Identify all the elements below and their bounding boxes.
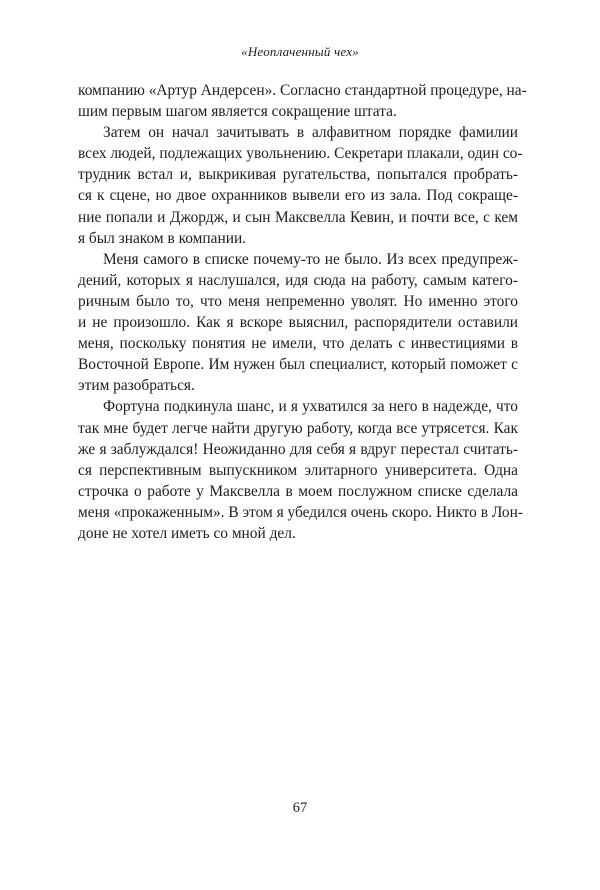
text-line: так мне будет легче найти другую работу, когда все утрясется. Как: [78, 419, 518, 437]
text-line: ричным было то, что меня непременно уволят. Но именно этого: [78, 292, 518, 310]
text-line: меня «прокаженным». В этом я убедился очень скоро. Никто в Лон-: [78, 503, 523, 521]
page-number: 67: [292, 800, 308, 816]
text-line: шим первым шагом является сокращение штата.: [78, 103, 397, 121]
text-line: ся перспективным выпускником элитарного университета. Одна: [78, 461, 518, 479]
text-line: дений, которых я наслушался, идя сюда на работу, самым катего-: [78, 271, 518, 289]
text-line: Восточной Европе. Им нужен был специалист, который поможет с: [78, 356, 518, 374]
text-line: меня, поскольку понятия не имели, что делать с инвестициями в: [78, 335, 518, 353]
text-line: я был знаком в компании.: [78, 229, 247, 247]
text-line: же я заблуждался! Неожиданно для себя я вдруг перестал считать-: [78, 440, 518, 458]
text-line: доне не хотел иметь со мной дел.: [78, 524, 296, 542]
text-line: трудник встал и, выкрикивая ругательства, попытался пробрать-: [78, 166, 518, 184]
text-line: всех людей, подлежащих увольнению. Секретари плакали, один со-: [78, 145, 523, 163]
text-line: компанию «Артур Андерсен». Согласно стандартной процедуре, на-: [78, 82, 527, 99]
text-line: и не произошло. Как я вскоре выяснил, распорядители оставили: [78, 314, 518, 332]
text-line: Меня самого в списке почему-то не было. Из всех предупреж-: [103, 250, 518, 268]
text-line: ся к сцене, но двое охранников вывели его из зала. Под сокраще-: [78, 187, 518, 205]
running-head: «Неоплаченный чех»: [241, 44, 359, 59]
text-line: Затем он начал зачитывать в алфавитном порядке фамилии: [103, 124, 518, 142]
text-line: Фортуна подкинула шанс, и я ухватился за него в надежде, что: [103, 398, 518, 416]
body-text: [78, 80, 527, 544]
text-line: этим разобраться.: [78, 377, 195, 395]
text-line: ние попали и Джордж, и сын Максвелла Кевин, и почти все, с кем: [78, 208, 518, 226]
text-line: строчка о работе у Максвелла в моем послужном списке сделала: [78, 482, 518, 500]
